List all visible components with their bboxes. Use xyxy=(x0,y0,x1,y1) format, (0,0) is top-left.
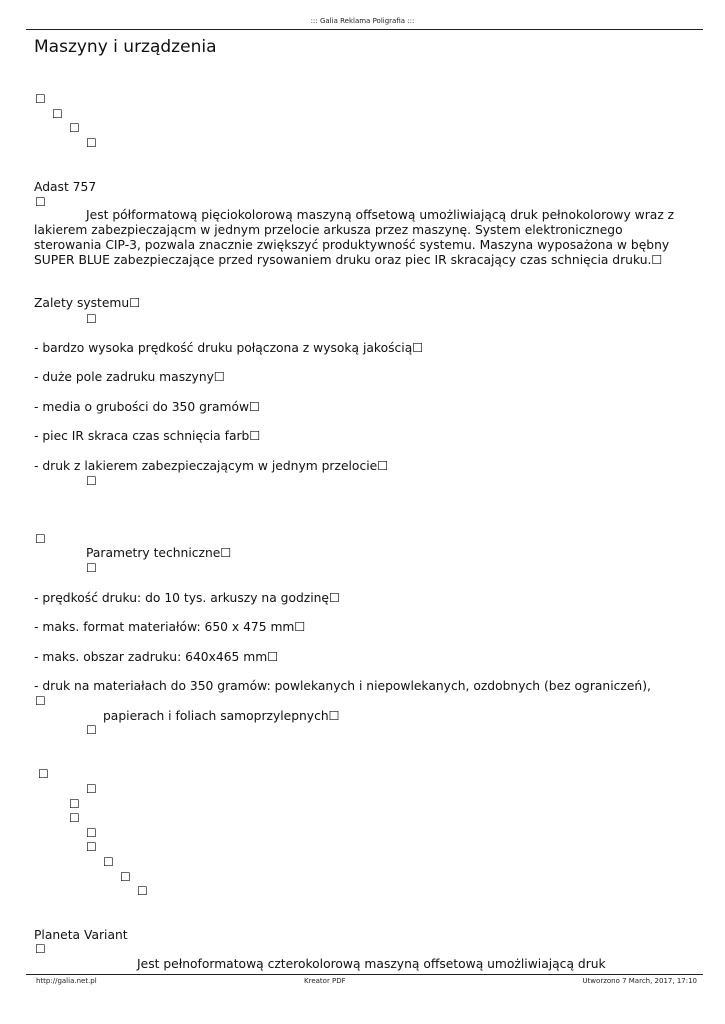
placeholder-glyph: ☐ xyxy=(35,92,46,106)
machine-description xyxy=(34,208,710,268)
machine-name: Adast 757 xyxy=(34,180,97,194)
placeholder-glyph: ☐ xyxy=(38,767,49,781)
placeholder-glyph: ☐ xyxy=(86,723,97,737)
placeholder-glyph: ☐ xyxy=(69,797,80,811)
placeholder-glyph: ☐ xyxy=(86,826,97,840)
params-heading: Parametry techniczne☐ xyxy=(86,546,232,560)
list-item: - duże pole zadruku maszyny☐ xyxy=(34,370,225,384)
placeholder-glyph: ☐ xyxy=(86,136,97,150)
list-item: - prędkość druku: do 10 tys. arkuszy na godzinę☐ xyxy=(34,591,341,605)
list-item: - maks. format materiałów: 650 x 475 mm☐ xyxy=(34,620,306,634)
placeholder-glyph: ☐ xyxy=(86,782,97,796)
site-title: ::: Galia Reklama Poligrafia ::: xyxy=(310,17,415,25)
machine-name: Planeta Variant xyxy=(34,928,128,942)
header-divider xyxy=(26,29,703,30)
list-item: - piec IR skraca czas schnięcia farb☐ xyxy=(34,429,261,443)
placeholder-glyph: ☐ xyxy=(35,532,46,546)
description-line: SUPER BLUE zabezpieczające przed rysowaniem druku oraz piec IR skracający czas schnięcia druku.☐ xyxy=(34,253,663,267)
footer-url: http://galia.net.pl xyxy=(36,977,97,985)
placeholder-glyph: ☐ xyxy=(120,870,131,884)
placeholder-glyph: ☐ xyxy=(86,474,97,488)
machine-description: Jest pełnoformatową czterokolorową maszyną offsetową umożliwiającą druk xyxy=(137,957,606,971)
page-title: Maszyny i urządzenia xyxy=(34,37,217,57)
description-line: Jest półformatową pięciokolorową maszyną offsetową umożliwiającą druk pełnokolorowy wraz z xyxy=(86,208,675,222)
placeholder-glyph: ☐ xyxy=(86,561,97,575)
list-item: - druk na materiałach do 350 gramów: powlekanych i niepowlekanych, ozdobnych (bez ograniczeń), xyxy=(34,679,651,693)
placeholder-glyph: ☐ xyxy=(86,312,97,326)
list-item: - bardzo wysoka prędkość druku połączona z wysoką jakością☐ xyxy=(34,341,424,355)
placeholder-glyph: ☐ xyxy=(69,121,80,135)
placeholder-glyph: ☐ xyxy=(69,811,80,825)
placeholder-glyph: ☐ xyxy=(137,884,148,898)
placeholder-glyph: ☐ xyxy=(35,942,46,956)
description-line: lakierem zabezpieczającm w jednym przelocie arkusza przez maszynę. System elektronicznego xyxy=(34,223,623,237)
list-item: - druk z lakierem zabezpieczającym w jednym przelocie☐ xyxy=(34,459,389,473)
advantages-heading: Zalety systemu☐ xyxy=(34,296,141,310)
placeholder-glyph: ☐ xyxy=(52,107,63,121)
placeholder-glyph: ☐ xyxy=(86,840,97,854)
placeholder-glyph: ☐ xyxy=(35,195,46,209)
footer-created: Utworzono 7 March, 2017, 17:10 xyxy=(582,977,697,985)
list-item: - media o grubości do 350 gramów☐ xyxy=(34,400,261,414)
description-line: sterowania CIP-3, pozwala znacznie zwiększyć produktywność systemu. Maszyna wyposażona w bębny xyxy=(34,238,670,252)
footer-divider xyxy=(26,974,703,975)
placeholder-glyph: ☐ xyxy=(103,855,114,869)
placeholder-glyph: ☐ xyxy=(35,694,46,708)
list-item-continuation: papierach i foliach samoprzylepnych☐ xyxy=(103,709,340,723)
footer-generator: Kreator PDF xyxy=(304,977,346,985)
list-item: - maks. obszar zadruku: 640x465 mm☐ xyxy=(34,650,279,664)
